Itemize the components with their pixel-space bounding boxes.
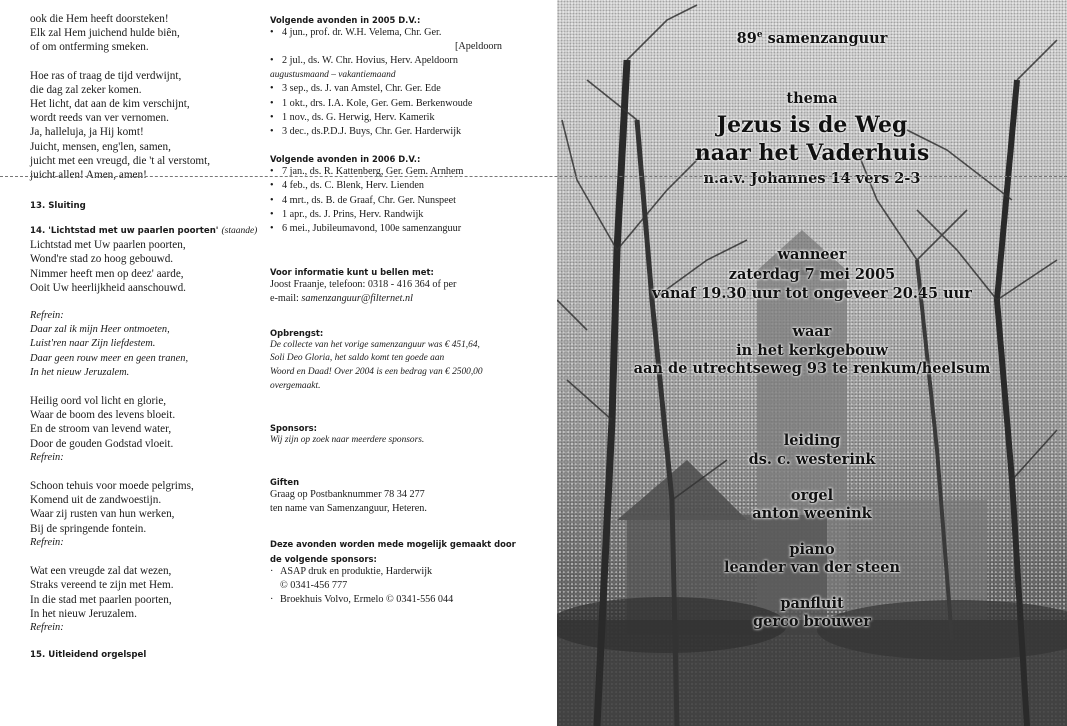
program-item-14 <box>30 225 260 238</box>
stanza-c <box>30 238 260 295</box>
verse-line: Nimmer heeft men op deez' aarde, <box>30 267 184 280</box>
where-building: in het kerkgebouw <box>736 342 888 359</box>
sponsor-credit-heading: de volgende sponsors: <box>270 554 377 565</box>
verse-line: Lichtstad met Uw paarlen poorten, <box>30 239 186 252</box>
pianist-name: leander van der steen <box>723 559 901 576</box>
verse-line: Ja, halleluja, ja Hij komt! <box>30 126 144 139</box>
refrain-label: Refrein: <box>30 310 64 322</box>
refrain-line: In het nieuw Jeruzalem. <box>30 366 130 378</box>
verse-line: ook die Hem heeft doorsteken! <box>30 13 169 25</box>
stanza-e <box>30 479 260 550</box>
verse-line: Komend uit de zandwoestijn. <box>30 494 162 507</box>
schedule-2005-heading: Volgende avonden in 2005 D.V.: <box>270 15 421 25</box>
stanza-a <box>30 12 260 55</box>
when-label: wanneer <box>777 246 847 263</box>
schedule-entry: • 1 nov., ds. G. Herwig, Herv. Kamerik <box>270 111 510 125</box>
when-date: zaterdag 7 mei 2005 <box>728 266 896 283</box>
verse-line: Waar de boom des levens bloeit. <box>30 409 176 422</box>
theme-label: thema <box>786 90 838 107</box>
edition-number: 89e samenzanguur <box>736 30 888 47</box>
schedule-entry: • 4 mrt., ds. B. de Graaf, Chr. Ger. Nunspeet <box>270 194 510 208</box>
theme-subtitle: n.a.v. Johannes 14 vers 2-3 <box>703 170 921 187</box>
verse-line: Straks vereend te zijn met Hem. <box>30 579 174 592</box>
sponsors-heading: Sponsors: <box>270 422 317 433</box>
verse-line: In die stad met paarlen poorten, <box>30 593 172 606</box>
refrain-line: Daar zal ik mijn Heer ontmoeten, <box>30 324 170 336</box>
verse-line: Elk zal Hem juichend hulde biên, <box>30 27 180 40</box>
email-prefix: e-mail: <box>270 293 302 305</box>
verse-line: Heilig oord vol licht en glorie, <box>30 395 167 408</box>
hymn-column <box>30 12 260 662</box>
verse-line: juicht met een vreugd, die 't al verstomt, <box>30 154 211 167</box>
refrain-line: Daar geen rouw meer en geen tranen, <box>30 352 189 364</box>
stanza-f <box>30 564 260 635</box>
organ-label: orgel <box>790 487 834 504</box>
leader-name: ds. c. westerink <box>748 451 876 468</box>
sponsor-credit-heading: Deze avonden worden mede mogelijk gemaakt door <box>270 539 516 550</box>
schedule-entry: • 3 sep., ds. J. van Amstel, Chr. Ger. Ede <box>270 82 510 96</box>
theme-title-line1: Jezus is de Weg <box>716 112 908 138</box>
proceeds-line: Woord en Daad! Over 2004 is een bedrag van € 2500,00 <box>270 367 483 378</box>
refrain-label: Refrein: <box>30 451 64 463</box>
verse-line: Het licht, dat aan de kim verschijnt, <box>30 98 190 111</box>
schedule-entry: • 1 okt., drs. I.A. Kole, Ger. Gem. Berkenwoude <box>270 97 510 111</box>
proceeds-line: De collecte van het vorige samenzanguur was € 451,64, <box>270 339 480 350</box>
refrain-line: Luist'ren naar Zijn liefdestem. <box>30 338 156 350</box>
proceeds-line: Soli Deo Gloria, het saldo komt ten goede aan <box>270 353 445 364</box>
verse-line: Wat een vreugde zal dat wezen, <box>30 565 172 578</box>
panflutist-name: gerco brouwer <box>753 613 871 630</box>
schedule-entry: • 4 feb., ds. C. Blenk, Herv. Lienden <box>270 179 510 193</box>
verse-line: Bij de springende fontein. <box>30 522 147 535</box>
cover-photo-panel <box>557 0 1067 726</box>
email-address: samenzanguur@filternet.nl <box>301 293 413 305</box>
verse-line: wordt reeds van ver vernomen. <box>30 112 169 125</box>
info-heading: Voor informatie kunt u bellen met: <box>270 267 434 278</box>
gifts-line: Graag op Postbanknummer 78 34 277 <box>270 488 425 500</box>
proceeds-line: overgemaakt. <box>270 381 321 392</box>
schedule-entry: • 3 dec., ds.P.D.J. Buys, Chr. Ger. Harderwijk <box>270 125 510 139</box>
gifts-line: ten name van Samenzanguur, Heteren. <box>270 502 427 514</box>
verse-line: Wond're stad zo hoog gebouwd. <box>30 253 174 266</box>
verse-line: Juicht, mensen, eng'len, samen, <box>30 140 171 153</box>
schedule-entry: • 6 mei., Jubileumavond, 100e samenzanguur <box>270 222 510 236</box>
where-address: aan de utrechtseweg 93 te renkum/heelsum <box>633 360 991 377</box>
schedule-entry-continuation: [Apeldoorn <box>455 41 502 53</box>
program-item-13: 13. Sluiting <box>30 201 86 212</box>
when-time: vanaf 19.30 uur tot ongeveer 20.45 uur <box>652 285 972 302</box>
item-14-note: (staande) <box>221 226 258 237</box>
verse-line: En de stroom van levend water, <box>30 423 172 436</box>
verse-line: of om ontferming smeken. <box>30 41 149 54</box>
verse-line: Ooit Uw heerlijkheid aanschouwd. <box>30 281 186 294</box>
sponsor-phone: © 0341-456 777 <box>280 580 348 592</box>
verse-line: Door de gouden Godstad vloeit. <box>30 437 174 450</box>
verse-line: Hoe ras of traag de tijd verdwijnt, <box>30 69 182 82</box>
refrain-label: Refrein: <box>30 621 64 633</box>
refrain <box>30 309 260 380</box>
verse-line: Waar zij rusten van hun werken, <box>30 508 175 521</box>
stanza-d <box>30 394 260 465</box>
panflute-label: panfluit <box>780 595 844 612</box>
where-label: waar <box>792 323 832 340</box>
sponsors-line: Wij zijn op zoek naar meerdere sponsors. <box>270 434 425 445</box>
schedule-entry: • 2 jul., ds. W. Chr. Hovius, Herv. Apeldoorn <box>270 54 510 68</box>
proceeds-heading: Opbrengst: <box>270 327 324 338</box>
sponsor-entry: · ASAP druk en produktie, Harderwijk <box>270 565 510 579</box>
verse-line: die dag zal zeker komen. <box>30 83 142 96</box>
verse-line: juicht allen! Amen, amen! <box>30 169 147 182</box>
gifts-heading: Giften <box>270 476 300 487</box>
stanza-b <box>30 69 260 183</box>
piano-label: piano <box>789 541 835 558</box>
info-line: Joost Fraanje, telefoon: 0318 - 416 364 of per <box>270 279 457 291</box>
refrain-label: Refrein: <box>30 536 64 548</box>
program-item-15: 15. Uitleidend orgelspel <box>30 650 147 661</box>
schedule-2006-heading: Volgende avonden in 2006 D.V.: <box>270 154 421 165</box>
sponsor-entry: · Broekhuis Volvo, Ermelo © 0341-556 044 <box>270 593 510 607</box>
organist-name: anton weenink <box>752 505 872 522</box>
item-14-title: 14. 'Lichtstad met uw paarlen poorten' <box>30 226 219 237</box>
verse-line: In het nieuw Jeruzalem. <box>30 607 137 620</box>
schedule-entry: • 7 jan., ds. R. Kattenberg, Ger. Gem. Arnhem <box>270 165 510 179</box>
leader-label: leiding <box>783 432 841 449</box>
schedule-entry: • 1 apr., ds. J. Prins, Herv. Randwijk <box>270 208 510 222</box>
verse-line: Schoon tehuis voor moede pelgrims, <box>30 480 194 493</box>
theme-title-line2: naar het Vaderhuis <box>694 140 930 166</box>
info-column <box>270 14 516 608</box>
info-line <box>270 292 510 306</box>
schedule-entry: • 4 jun., prof. dr. W.H. Velema, Chr. Ger. <box>270 26 510 40</box>
vacation-note: augustusmaand – vakantiemaand <box>270 69 396 80</box>
fold-line <box>0 176 1067 177</box>
